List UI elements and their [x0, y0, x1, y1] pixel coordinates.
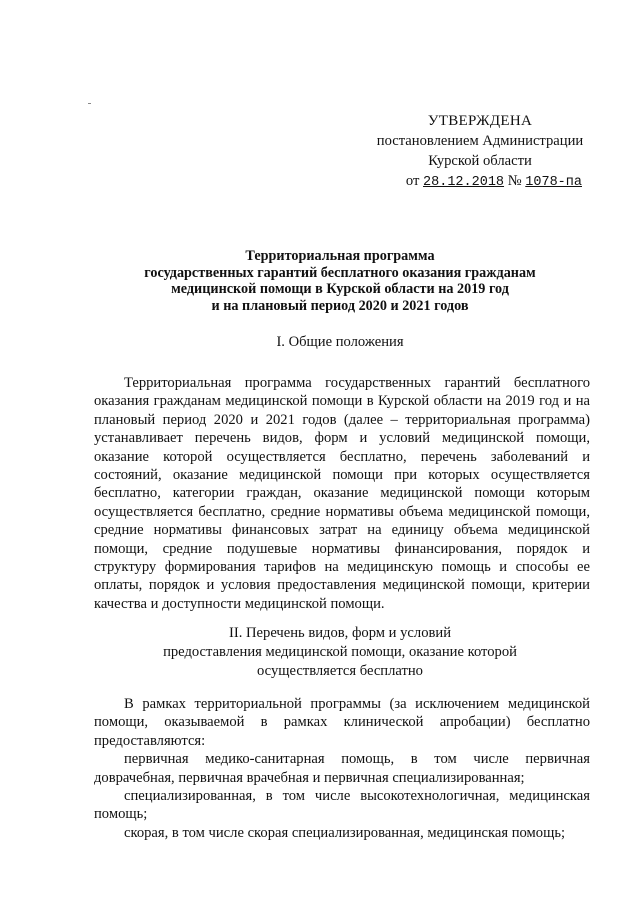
date-prefix: от: [405, 173, 420, 189]
approval-line-1: постановлением Администрации: [376, 133, 584, 149]
list-item: скорая, в том числе скорая специализированная, медицинская помощь;: [124, 824, 566, 841]
section-2-heading-line-2: предоставления медицинской помощи, оказание которой: [163, 644, 517, 660]
section-2-heading: [80, 624, 600, 681]
title-line-2: государственных гарантий бесплатного оказания гражданам: [144, 264, 536, 281]
title-line-4: и на плановый период 2020 и 2021 годов: [211, 297, 469, 314]
list-item: первичная медико-санитарная помощь, в том числе первичная доврачебная, первичная врачебная и первичная специализированная;: [94, 751, 590, 786]
section-1-heading: I. Общие положения: [276, 334, 404, 350]
section-2-body: [94, 695, 590, 842]
title-line-3: медицинской помощи в Курской области на 2019 год: [171, 281, 509, 297]
approval-heading: УТВЕРЖДЕНА: [427, 113, 533, 129]
section-1-paragraph: Территориальная программа государственных гарантий бесплатного оказания гражданам медицинской помощи в Курской области на 2019 год и на плановый период 2020 и 2021 годов (далее – территориальная программа) устанавливает перечень видов, форм и условий медицинской помощи, оказание которой осуществляется бесплатно, перечень заболеваний и состояний, оказание медицинской помощи при которых осуществляется бесплатно, категории граждан, оказание медицинской помощи которым осуществляется бесплатно, средние нормативы объема медицинской помощи, средние нормативы финансовых затрат на единицу объема медицинской помощи, средние подушевые нормативы финансирования, порядок и структуру формирования тарифов на медицинскую помощь и способы ее оплаты, порядок и условия предоставления медицинской помощи, критерии качества и доступности медицинской помощи.: [94, 375, 590, 612]
section-2-heading-line-1: II. Перечень видов, форм и условий: [228, 625, 452, 641]
approval-stamp: [370, 111, 590, 193]
section-2-intro: В рамках территориальной программы (за исключением медицинской помощи, оказываемой в рамках клинической апробации) бесплатно предоставляются:: [94, 696, 590, 749]
approval-number: 1078-па: [525, 175, 582, 190]
list-item: специализированная, в том числе высокотехнологичная, медицинская помощь;: [94, 788, 590, 823]
number-prefix: №: [507, 173, 522, 189]
section-2-heading-line-3: осуществляется бесплатно: [257, 663, 423, 679]
approval-line-2: Курской области: [428, 153, 532, 169]
title-line-1: Территориальная программа: [245, 248, 435, 264]
approval-date-line: [370, 171, 590, 193]
document-title: [80, 248, 600, 314]
scan-mark: [88, 103, 91, 104]
approval-date: 28.12.2018: [423, 175, 505, 190]
